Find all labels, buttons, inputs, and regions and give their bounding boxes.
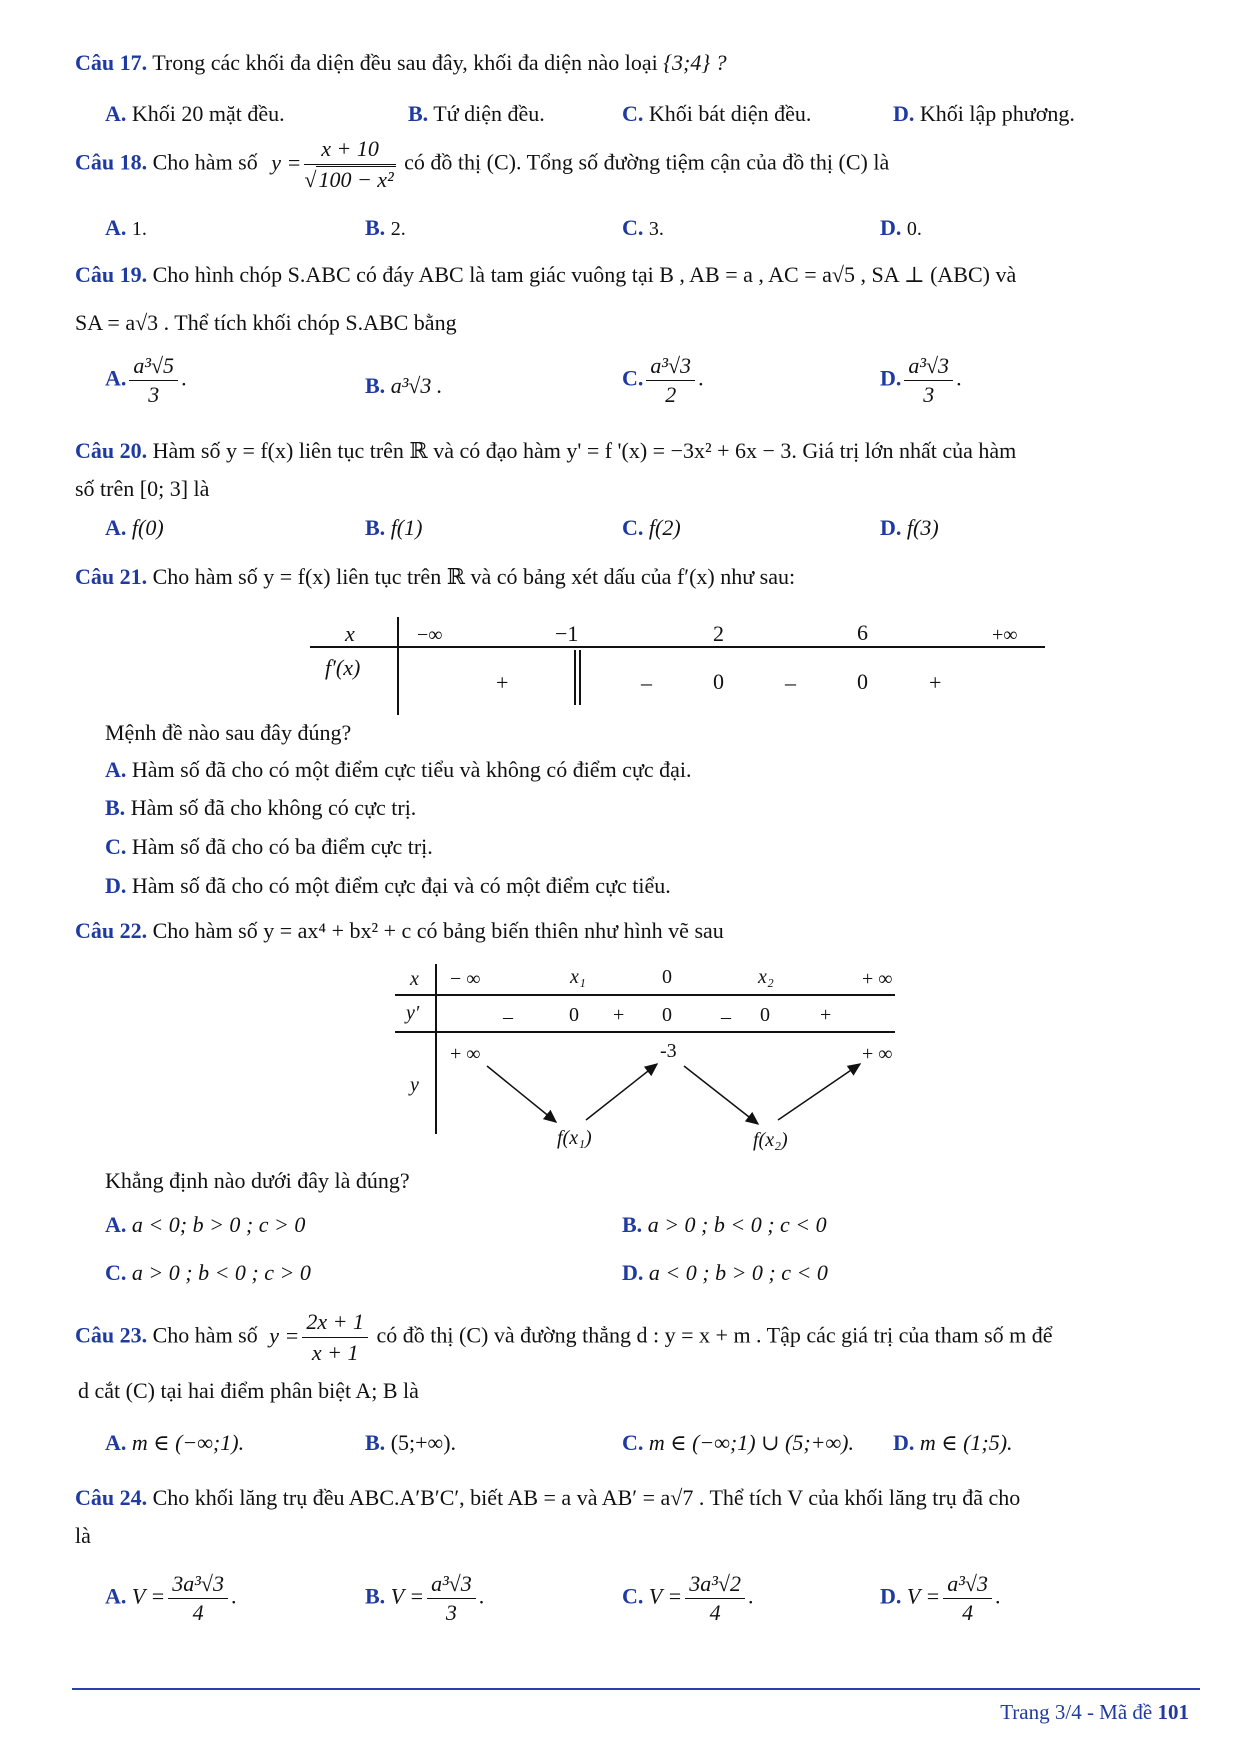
q24-option-d[interactable]: D. V = $\frac{\text{a³√3}}{4}$ . bbox=[880, 1571, 1001, 1625]
sign: 0 bbox=[760, 1004, 770, 1026]
q23-option-d[interactable]: D. m ∈ (1;5). bbox=[893, 1430, 1013, 1455]
y-value: + ∞ bbox=[450, 1043, 481, 1065]
sign: 0 bbox=[713, 669, 724, 694]
page-footer bbox=[1000, 1702, 1189, 1723]
question-22-prompt: Khẳng định nào dưới đây là đúng? bbox=[105, 1168, 410, 1193]
question-label: Câu 24. bbox=[75, 1485, 148, 1510]
footer-divider bbox=[72, 1688, 1200, 1690]
q21-option-c[interactable]: C. Hàm số đã cho có ba điểm cực trị. bbox=[105, 834, 433, 859]
table-head-x: x bbox=[410, 968, 419, 990]
q24-option-b[interactable]: B. V = $\frac{\text{a³√3}}{3}$ . bbox=[365, 1571, 485, 1625]
sign: + bbox=[613, 1004, 625, 1026]
q23-option-b[interactable]: B. (5;+∞). bbox=[365, 1430, 457, 1455]
sign: – bbox=[721, 1006, 731, 1028]
x-value: +∞ bbox=[992, 624, 1018, 646]
question-22: Câu 22. Cho hàm số y = ax⁴ + bx² + c có bảng biến thiên như hình vẽ sau bbox=[75, 918, 724, 943]
q17-option-a[interactable]: A. Khối 20 mặt đều. bbox=[105, 101, 285, 126]
sign: 0 bbox=[569, 1004, 579, 1026]
increasing-arrow bbox=[778, 1064, 860, 1120]
question-20: Câu 20. Hàm số y = f(x) liên tục trên ℝ và có đạo hàm y' = f '(x) = −3x² + 6x − 3. Giá trị lớn nhất của hàm bbox=[75, 438, 1017, 463]
question-24-line-2: là bbox=[75, 1523, 91, 1548]
sign: – bbox=[503, 1006, 513, 1028]
fraction: $\frac{x + 10}{\text{√100 − x²}}$ bbox=[304, 136, 394, 193]
x-value: 2 bbox=[713, 621, 724, 646]
q24-option-a[interactable]: A. V = $\frac{\text{3a³√3}}{4}$ . bbox=[105, 1571, 237, 1625]
x-value: x₂ bbox=[758, 966, 774, 988]
x-value: + ∞ bbox=[862, 968, 893, 990]
sign: + bbox=[820, 1004, 832, 1026]
q18-option-b[interactable]: B. 2. bbox=[365, 215, 406, 240]
polyhedron-type: {3;4} ? bbox=[663, 50, 727, 75]
q18-option-d[interactable]: D. 0. bbox=[880, 215, 922, 240]
sign: + bbox=[496, 670, 509, 695]
sign: – bbox=[785, 670, 796, 695]
question-23-line-2: d cắt (C) tại hai điểm phân biệt A; B là bbox=[78, 1378, 419, 1403]
x-value: 6 bbox=[857, 620, 868, 645]
decreasing-arrow bbox=[487, 1066, 556, 1122]
question-text: Trong các khối đa diện đều sau đây, khối đa diện nào loại bbox=[152, 50, 658, 75]
q20-option-c[interactable]: C. f(2) bbox=[622, 515, 681, 540]
q24-option-c[interactable]: C. V = $\frac{\text{3a³√2}}{4}$ . bbox=[622, 1571, 754, 1625]
question-23: Câu 23. Cho hàm số y = $\frac{2x + 1}{x + 1}$ có đồ thị (C) và đường thẳng d : y = x + m . Tập các giá trị của tham số m để bbox=[75, 1309, 1053, 1366]
x-value: 0 bbox=[662, 966, 672, 988]
question-label: Câu 19. bbox=[75, 262, 148, 287]
question-20-line-2: số trên [0; 3] là bbox=[75, 476, 210, 501]
x-value: −1 bbox=[555, 621, 579, 646]
q20-option-a[interactable]: A. f(0) bbox=[105, 515, 164, 540]
sign: 0 bbox=[857, 669, 868, 694]
q17-option-d[interactable]: D. Khối lập phương. bbox=[893, 101, 1075, 126]
question-label: Câu 23. bbox=[75, 1322, 148, 1348]
question-label: Câu 22. bbox=[75, 918, 148, 943]
y-value: + ∞ bbox=[862, 1043, 893, 1065]
q18-option-a[interactable]: A. 1. bbox=[105, 215, 147, 240]
q23-option-c[interactable]: C. m ∈ (−∞;1) ∪ (5;+∞). bbox=[622, 1430, 855, 1455]
question-label: Câu 18. bbox=[75, 149, 148, 175]
q19-option-d[interactable]: D. $\frac{\text{a³√3}}{3}$ . bbox=[880, 353, 962, 407]
q21-option-b[interactable]: B. Hàm số đã cho không có cực trị. bbox=[105, 795, 417, 820]
question-label: Câu 20. bbox=[75, 438, 148, 463]
q19-option-a[interactable]: A. $\frac{\text{a³√5}}{3}$ . bbox=[105, 353, 187, 407]
q17-option-b[interactable]: B. Tứ diện đều. bbox=[408, 101, 545, 126]
x-value: x₁ bbox=[570, 966, 586, 988]
sign: 0 bbox=[662, 1004, 672, 1026]
x-value: −∞ bbox=[417, 624, 443, 646]
q22-option-a[interactable]: A. a < 0; b > 0 ; c > 0 bbox=[105, 1212, 306, 1237]
q18-option-c[interactable]: C. 3. bbox=[622, 215, 664, 240]
question-21: Câu 21. Cho hàm số y = f(x) liên tục trên ℝ và có bảng xét dấu của f′(x) như sau: bbox=[75, 564, 796, 589]
question-19-line-2: SA = a√3 . Thể tích khối chóp S.ABC bằng bbox=[75, 310, 457, 335]
decreasing-arrow bbox=[684, 1066, 758, 1124]
y-value: f(x₂) bbox=[753, 1129, 788, 1151]
question-label: Câu 21. bbox=[75, 564, 148, 589]
q23-option-a[interactable]: A. m ∈ (−∞;1). bbox=[105, 1430, 245, 1455]
question-18: Câu 18. Cho hàm số y = $\frac{x + 10}{\text{√100 − x²}}$ có đồ thị (C). Tổng số đường tiệm cận của đồ thị (C) là bbox=[75, 136, 890, 193]
q22-option-b[interactable]: B. a > 0 ; b < 0 ; c < 0 bbox=[622, 1212, 827, 1237]
increasing-arrow bbox=[586, 1064, 657, 1120]
fraction: $\frac{2x + 1}{x + 1}$ bbox=[302, 1310, 368, 1365]
q22-option-c[interactable]: C. a > 0 ; b < 0 ; c > 0 bbox=[105, 1260, 311, 1285]
question-24: Câu 24. Cho khối lăng trụ đều ABC.A′B′C′, biết AB = a và AB′ = a√7 . Thể tích V của khối lăng trụ đã cho bbox=[75, 1485, 1021, 1510]
q22-option-d[interactable]: D. a < 0 ; b > 0 ; c < 0 bbox=[622, 1260, 828, 1285]
x-value: − ∞ bbox=[450, 968, 481, 990]
footer-page-text: Trang 3/4 - Mã đề bbox=[1000, 1700, 1153, 1724]
table-head-y: y bbox=[410, 1074, 419, 1096]
q19-option-c[interactable]: C. $\frac{\text{a³√3}}{2}$ . bbox=[622, 353, 704, 407]
y-value: f(x₁) bbox=[557, 1127, 592, 1149]
q19-option-b[interactable]: B. a³√3 . bbox=[365, 373, 443, 398]
sign: – bbox=[641, 670, 652, 695]
q20-option-d[interactable]: D. f(3) bbox=[880, 515, 939, 540]
sign: + bbox=[929, 670, 942, 695]
q21-option-a[interactable]: A. Hàm số đã cho có một điểm cực tiểu và không có điểm cực đại. bbox=[105, 757, 692, 782]
y-value: -3 bbox=[660, 1040, 677, 1062]
q17-option-c[interactable]: C. Khối bát diện đều. bbox=[622, 101, 812, 126]
question-label: Câu 17. bbox=[75, 50, 148, 75]
table-head-fprime: f′(x) bbox=[325, 655, 361, 680]
question-19: Câu 19. Cho hình chóp S.ABC có đáy ABC là tam giác vuông tại B , AB = a , AC = a√5 , SA ⊥ (ABC) và bbox=[75, 262, 1017, 287]
q20-option-b[interactable]: B. f(1) bbox=[365, 515, 423, 540]
table-head-x: x bbox=[345, 621, 355, 646]
exam-code: 101 bbox=[1157, 1700, 1189, 1724]
question-21-prompt: Mệnh đề nào sau đây đúng? bbox=[105, 720, 352, 745]
q21-option-d[interactable]: D. Hàm số đã cho có một điểm cực đại và có một điểm cực tiểu. bbox=[105, 873, 671, 898]
table-head-yprime: y′ bbox=[406, 1002, 420, 1024]
